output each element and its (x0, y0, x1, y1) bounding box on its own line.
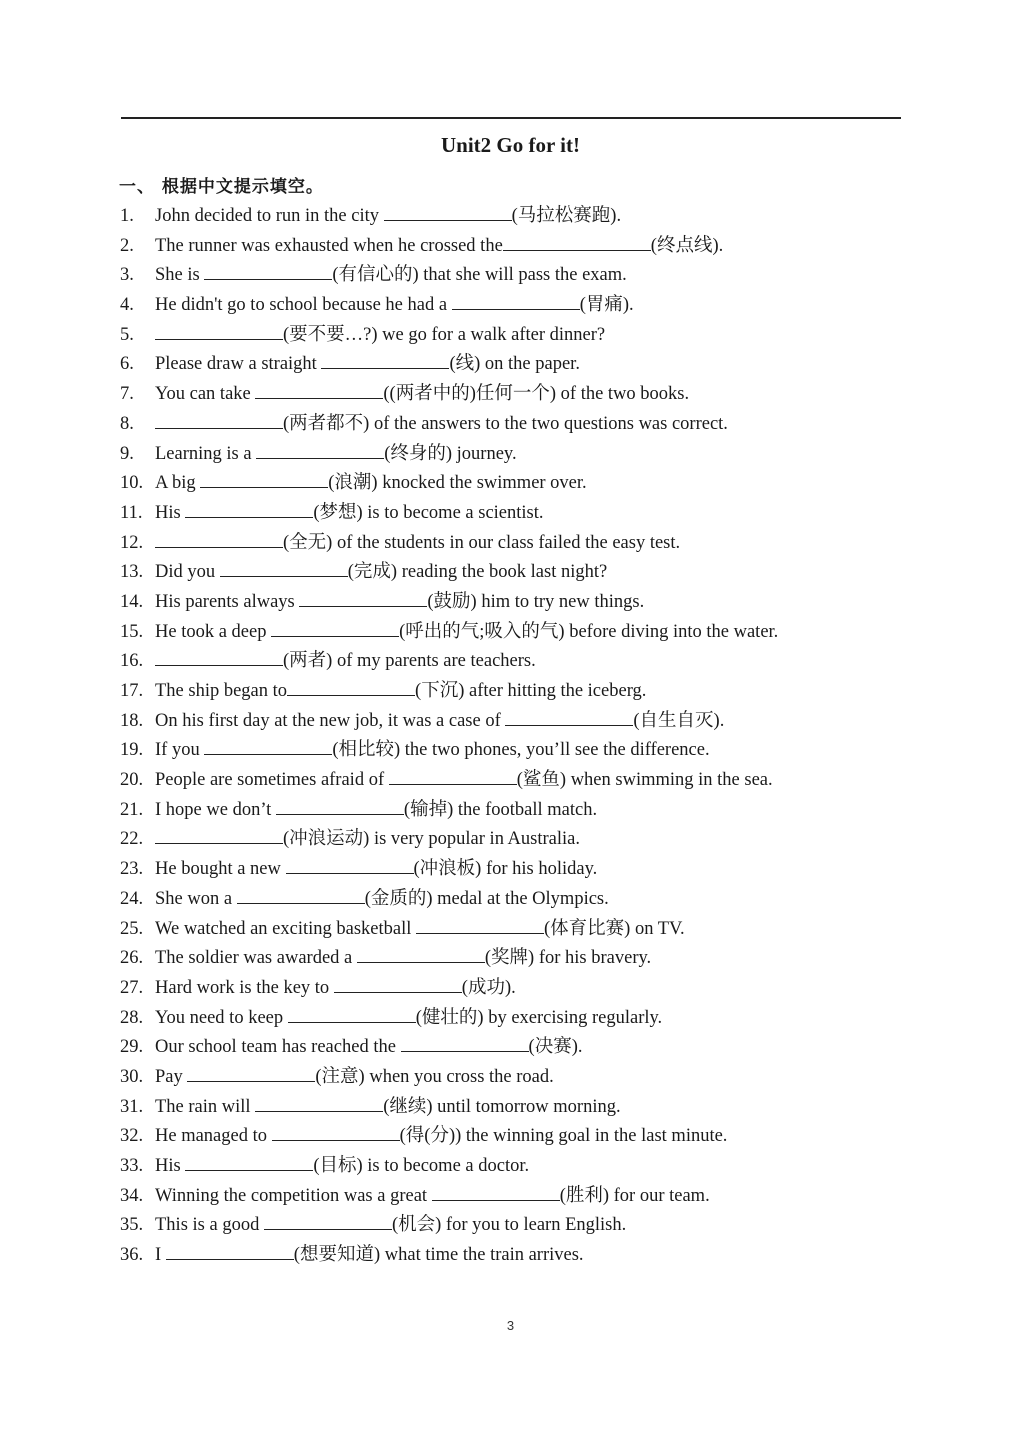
answer-blank[interactable] (155, 324, 283, 340)
answer-blank[interactable] (334, 977, 462, 993)
chinese-hint: (注意) (315, 1066, 365, 1087)
question-item (120, 825, 910, 855)
answer-blank[interactable] (155, 828, 283, 844)
chinese-hint: (健壮的) (415, 1007, 484, 1028)
chinese-hint: (体育比赛) (544, 918, 631, 939)
question-item (120, 647, 910, 677)
question-text-after: knocked the swimmer over. (377, 473, 587, 494)
chinese-hint: (有信心的) (332, 265, 419, 286)
chinese-hint: (全无) (283, 532, 333, 553)
question-number: 13. (120, 562, 144, 583)
chinese-hint: (马拉松赛跑) (511, 206, 617, 226)
question-text-after: for his bravery. (534, 948, 652, 969)
answer-blank[interactable] (166, 1244, 294, 1260)
answer-blank[interactable] (389, 769, 517, 785)
chinese-hint: (决赛) (528, 1037, 578, 1058)
chinese-hint: (输掉) (403, 799, 454, 820)
chinese-hint: (鼓励) (427, 591, 477, 612)
question-number: 18. (120, 710, 144, 731)
question-item (120, 1152, 910, 1182)
question-item (120, 261, 910, 291)
question-item (120, 707, 910, 737)
chinese-hint: (两者) (283, 651, 333, 672)
question-text-after: on TV. (630, 918, 685, 939)
question-item (120, 1211, 910, 1241)
question-item (120, 202, 910, 232)
question-number: 30. (120, 1066, 144, 1087)
question-text-after: the football match. (453, 799, 598, 820)
question-text-before: Did you (155, 562, 220, 583)
question-number: 29. (120, 1037, 144, 1058)
answer-blank[interactable] (220, 561, 348, 577)
chinese-hint: (终身的) (384, 443, 453, 464)
answer-blank[interactable] (255, 1096, 383, 1112)
question-item (120, 885, 910, 915)
chinese-hint: (两者都不) (283, 413, 370, 434)
answer-blank[interactable] (155, 650, 283, 666)
question-item (120, 855, 910, 885)
page-number: 3 (506, 1318, 515, 1333)
question-number: 8. (120, 413, 134, 434)
question-item (120, 1093, 910, 1123)
answer-blank[interactable] (299, 591, 427, 607)
answer-blank[interactable] (401, 1036, 529, 1052)
question-number: 20. (120, 770, 144, 791)
section-heading: 一、 根据中文提示填空。 (119, 177, 324, 197)
answer-blank[interactable] (264, 1214, 392, 1230)
answer-blank[interactable] (432, 1185, 560, 1201)
question-text-after: is to become a doctor. (362, 1156, 530, 1176)
question-text-after: of the answers to the two questions was correct. (369, 413, 728, 434)
chinese-hint: (目标) (313, 1156, 363, 1176)
question-number: 26. (120, 948, 144, 969)
question-text-before: Our school team has reached the (155, 1037, 401, 1058)
question-number: 21. (120, 799, 144, 820)
answer-blank[interactable] (272, 1125, 400, 1141)
question-text-before: The ship began to (155, 681, 288, 701)
question-number: 3. (120, 265, 134, 286)
question-number: 4. (120, 295, 134, 316)
question-text-before: I hope we don’t (155, 799, 276, 820)
answer-blank[interactable] (288, 1007, 416, 1023)
question-item (120, 529, 910, 559)
question-item (120, 558, 910, 588)
answer-blank[interactable] (271, 621, 399, 637)
question-item (120, 1004, 910, 1034)
question-number: 10. (120, 473, 144, 494)
question-text-before: You can take (155, 384, 256, 405)
question-text-before: People are sometimes afraid of (155, 770, 389, 791)
question-text-after: after hitting the iceberg. (464, 681, 647, 701)
chinese-hint: (线) (449, 354, 481, 375)
question-text-after: what time the train arrives. (380, 1245, 584, 1266)
question-text-before: He managed to (155, 1126, 272, 1147)
question-text-after: medal at the Olympics. (432, 888, 609, 909)
question-text-after: before diving into the water. (564, 621, 779, 642)
chinese-hint: ((两者中的)任何一个) (383, 384, 557, 405)
question-text-after: we go for a walk after dinner? (377, 324, 606, 345)
answer-blank[interactable] (185, 502, 313, 518)
question-text-after: of my parents are teachers. (332, 651, 536, 672)
question-text-before: Learning is a (155, 443, 257, 464)
answer-blank[interactable] (286, 858, 414, 874)
question-text-after: . (616, 206, 622, 226)
question-item (120, 321, 910, 351)
chinese-hint: (完成) (347, 562, 398, 583)
question-text-after: . (719, 710, 725, 731)
chinese-hint: (奖牌) (484, 948, 535, 969)
question-number: 7. (120, 384, 134, 405)
question-item (120, 796, 910, 826)
answer-blank[interactable] (256, 443, 384, 459)
question-text-after: for you to learn English. (441, 1215, 627, 1236)
question-list (120, 202, 910, 1271)
question-item (120, 974, 910, 1004)
question-number: 34. (120, 1185, 144, 1206)
answer-blank[interactable] (503, 235, 651, 251)
answer-blank[interactable] (276, 799, 404, 815)
chinese-hint: (鲨鱼) (516, 770, 567, 791)
chinese-hint: (下沉) (415, 681, 465, 701)
question-text-before: She won a (155, 888, 237, 909)
answer-blank[interactable] (416, 918, 544, 934)
answer-blank[interactable] (155, 532, 283, 548)
answer-blank[interactable] (204, 264, 332, 280)
answer-blank[interactable] (185, 1155, 313, 1171)
answer-blank[interactable] (384, 205, 512, 221)
question-text-after: for his holiday. (481, 859, 598, 880)
question-number: 11. (120, 502, 143, 523)
question-text-after: . (577, 1037, 583, 1058)
question-text-after: for our team. (609, 1185, 710, 1206)
question-text-after: when you cross the road. (364, 1066, 554, 1087)
answer-blank[interactable] (357, 947, 485, 963)
question-text-before: Hard work is the key to (155, 977, 334, 998)
answer-blank[interactable] (287, 680, 415, 696)
question-text-before: He took a deep (155, 621, 272, 642)
question-item (120, 1182, 910, 1212)
question-number: 14. (120, 591, 144, 612)
question-text-after: the two phones, you’ll see the difference. (400, 740, 710, 761)
question-number: 23. (120, 859, 144, 880)
chinese-hint: (得(分)) (399, 1126, 462, 1147)
question-text-after: on the paper. (480, 354, 580, 375)
question-item (120, 618, 910, 648)
question-item (120, 350, 910, 380)
question-text-after: is to become a scientist. (362, 502, 544, 523)
question-text-before: The rain will (155, 1096, 256, 1117)
question-item (120, 588, 910, 618)
question-number: 9. (120, 443, 134, 464)
question-number: 16. (120, 651, 144, 672)
answer-blank[interactable] (505, 710, 633, 726)
question-text-after: reading the book last night? (397, 562, 608, 583)
question-text-before: You need to keep (155, 1007, 288, 1028)
question-text-before: John decided to run in the city (155, 206, 384, 226)
answer-blank[interactable] (204, 739, 332, 755)
question-text-before: He bought a new (155, 859, 286, 880)
answer-blank[interactable] (452, 294, 580, 310)
question-text-before: Please draw a straight (155, 354, 322, 375)
question-text-after: that she will pass the exam. (418, 265, 627, 286)
question-text-before: Pay (155, 1066, 188, 1087)
question-item (120, 736, 910, 766)
chinese-hint: (成功) (461, 977, 512, 998)
chinese-hint: (梦想) (313, 502, 363, 523)
question-item (120, 677, 910, 707)
chinese-hint: (机会) (391, 1215, 442, 1236)
question-text-before: He didn't go to school because he had a (155, 295, 452, 316)
question-text-after: until tomorrow morning. (432, 1096, 621, 1117)
question-item (120, 499, 910, 529)
question-item (120, 915, 910, 945)
page-title: Unit2 Go for it! (440, 133, 580, 157)
question-text-before: Winning the competition was a great (155, 1185, 432, 1206)
chinese-hint: (终点线) (650, 235, 719, 256)
chinese-hint: (胃痛) (579, 295, 630, 316)
chinese-hint: (呼出的气;吸入的气) (399, 621, 565, 642)
answer-blank[interactable] (255, 383, 383, 399)
question-item (120, 380, 910, 410)
chinese-hint: (相比较) (332, 740, 401, 761)
question-number: 1. (120, 206, 134, 226)
question-item (120, 1122, 910, 1152)
question-text-before: The runner was exhausted when he crossed the (155, 235, 503, 256)
chinese-hint: (浪潮) (328, 473, 378, 494)
question-number: 32. (120, 1126, 144, 1147)
chinese-hint: (要不要…?) (283, 324, 378, 345)
question-number: 2. (120, 235, 134, 256)
chinese-hint: (胜利) (559, 1185, 610, 1206)
question-number: 35. (120, 1215, 144, 1236)
question-text-before: His (155, 1156, 186, 1176)
question-text-after: of the two books. (556, 384, 690, 405)
answer-blank[interactable] (187, 1066, 315, 1082)
answer-blank[interactable] (200, 472, 328, 488)
question-number: 31. (120, 1096, 144, 1117)
answer-blank[interactable] (321, 353, 449, 369)
question-text-before: His (155, 502, 186, 523)
answer-blank[interactable] (155, 413, 283, 429)
chinese-hint: (金质的) (364, 888, 433, 909)
chinese-hint: (继续) (383, 1096, 433, 1117)
question-text-after: by exercising regularly. (483, 1007, 663, 1028)
question-text-after: . (718, 235, 724, 256)
question-text-after: the winning goal in the last minute. (461, 1126, 728, 1147)
question-text-before: His parents always (155, 591, 300, 612)
question-text-after: him to try new things. (476, 591, 645, 612)
chinese-hint: (自生自灭) (633, 710, 720, 731)
question-number: 17. (120, 681, 144, 701)
question-text-after: when swimming in the sea. (566, 770, 773, 791)
question-item (120, 410, 910, 440)
question-item (120, 440, 910, 470)
question-number: 36. (120, 1245, 144, 1266)
question-number: 6. (120, 354, 134, 375)
question-item (120, 1241, 910, 1271)
question-text-after: . (511, 977, 516, 998)
chinese-hint: (冲浪板) (413, 859, 482, 880)
question-number: 28. (120, 1007, 144, 1028)
question-text-after: of the students in our class failed the easy test. (332, 532, 681, 553)
question-text-before: This is a good (155, 1215, 264, 1236)
question-item (120, 469, 910, 499)
question-number: 12. (120, 532, 144, 553)
question-text-before: On his first day at the new job, it was a case of (155, 710, 506, 731)
question-text-after: is very popular in Australia. (369, 829, 580, 850)
question-item (120, 1033, 910, 1063)
question-number: 25. (120, 918, 144, 939)
chinese-hint: (冲浪运动) (283, 829, 370, 850)
question-item (120, 766, 910, 796)
question-number: 5. (120, 324, 134, 345)
question-number: 19. (120, 740, 144, 761)
question-number: 27. (120, 977, 144, 998)
question-item (120, 944, 910, 974)
question-item (120, 232, 910, 262)
answer-blank[interactable] (237, 888, 365, 904)
question-text-before: If you (155, 740, 205, 761)
question-text-after: . (629, 295, 634, 316)
question-text-before: She is (155, 265, 205, 286)
question-text-before: I (155, 1245, 166, 1266)
question-text-before: The soldier was awarded a (155, 948, 357, 969)
question-item (120, 291, 910, 321)
question-text-before: We watched an exciting basketball (155, 918, 417, 939)
question-text-after: journey. (452, 443, 517, 464)
question-number: 15. (120, 621, 144, 642)
question-number: 33. (120, 1156, 144, 1176)
question-number: 24. (120, 888, 144, 909)
header-rule (121, 117, 901, 119)
chinese-hint: (想要知道) (293, 1245, 381, 1266)
question-item (120, 1063, 910, 1093)
question-number: 22. (120, 829, 144, 850)
question-text-before: A big (155, 473, 201, 494)
